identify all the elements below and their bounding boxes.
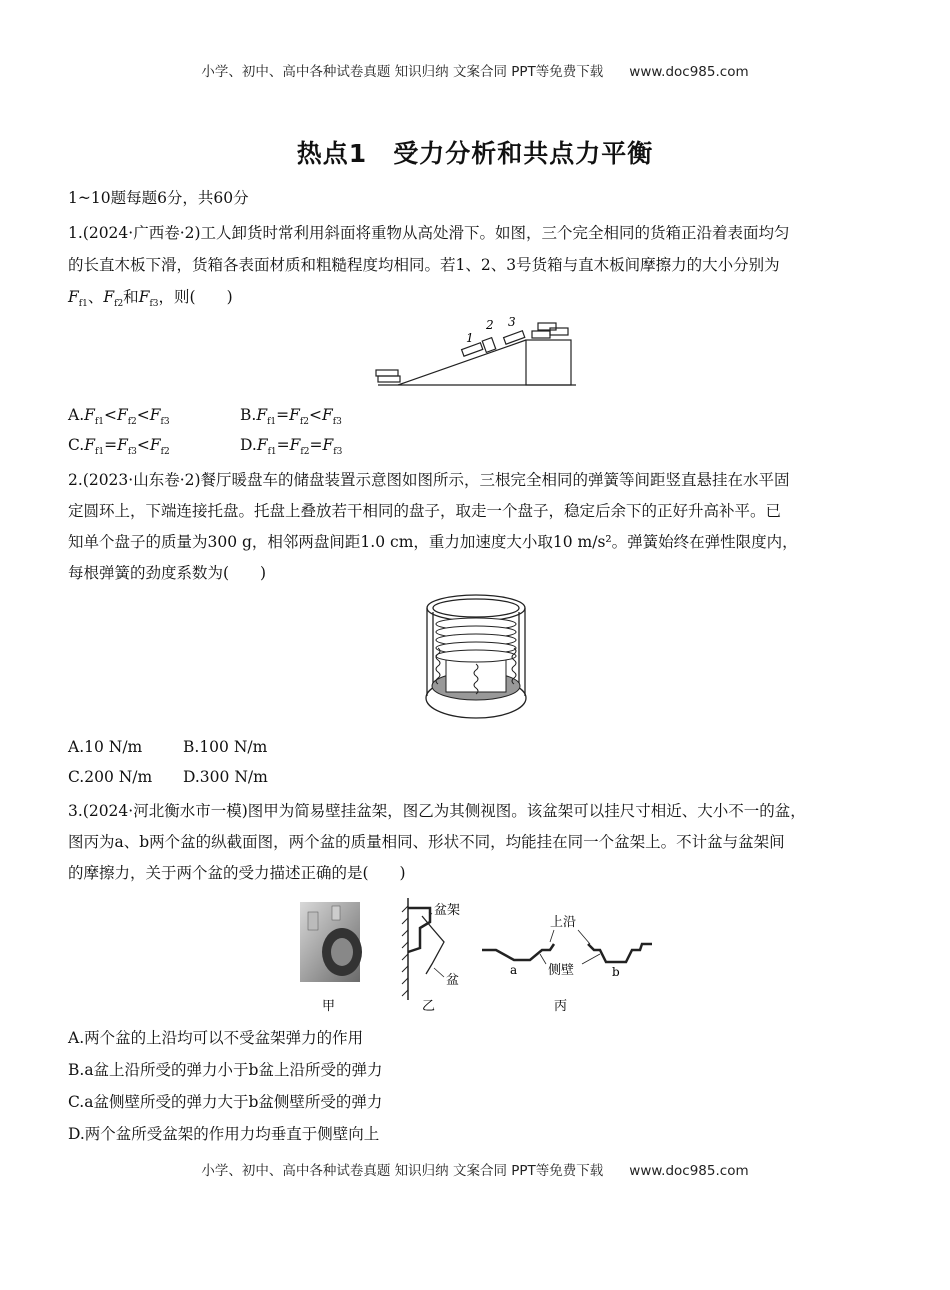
- label-b: b: [612, 965, 620, 979]
- label-yi: 乙: [422, 999, 436, 1014]
- q3-line-3: 的摩擦力，关于两个盆的受力描述正确的是( ): [68, 864, 406, 882]
- q2-option-d[interactable]: D.300 N/m: [183, 768, 268, 786]
- q3-line-2: 图丙为a、b两个盆的纵截面图，两个盆的质量相同、形状不同，均能挂在同一个盆架上。不计盆与盆架间: [68, 833, 785, 851]
- header-site-link[interactable]: www.doc985.com: [629, 64, 749, 80]
- q1-figure-incline: [370, 312, 580, 392]
- q3-line-1: 3.(2024·河北衡水市一模)图甲为简易壁挂盆架，图乙为其侧视图。该盆架可以挂尺寸相近、大小不一的盆，: [68, 802, 806, 820]
- label-jia: 甲: [322, 999, 336, 1014]
- label-rack: 盆架: [434, 903, 461, 918]
- q3-option-c[interactable]: C.a盆侧壁所受的弹力大于b盆侧壁所受的弹力: [68, 1093, 383, 1111]
- box-label-3: 3: [508, 315, 516, 329]
- q2-line-4: 每根弹簧的劲度系数为( ): [68, 564, 267, 582]
- q3-option-b[interactable]: B.a盆上沿所受的弹力小于b盆上沿所受的弹力: [68, 1061, 383, 1079]
- q2-line-1: 2.(2023·山东卷·2)餐厅暖盘车的储盘装置示意图如图所示，三根完全相同的弹簧等间距竖直悬挂在水平固: [68, 471, 790, 489]
- label-rim: 上沿: [550, 915, 577, 930]
- box-label-1: 1: [466, 331, 474, 345]
- box-label-2: 2: [486, 318, 494, 332]
- q1-line-1: 1.(2024·广西卷·2)工人卸货时常利用斜面将重物从高处滑下。如图，三个完全相同的货箱正沿着表面均匀: [68, 224, 790, 242]
- footer-site-link[interactable]: www.doc985.com: [629, 1163, 749, 1179]
- label-bing: 丙: [554, 999, 568, 1014]
- page-header: [0, 60, 950, 80]
- header-text: 小学、初中、高中各种试卷真题 知识归纳 文案合同 PPT等免费下载: [201, 64, 604, 80]
- q1-option-d[interactable]: $D.F_{f1}=F_{f2}=F_{f3}$: [240, 436, 343, 458]
- page-title: 热点1 受力分析和共点力平衡: [296, 139, 654, 168]
- q1-line-2: 的长直木板下滑，货箱各表面材质和粗糙程度均相同。若1、2、3号货箱与直木板间摩擦力的大小分别为: [68, 256, 780, 274]
- q3-option-a[interactable]: A.两个盆的上沿均可以不受盆架弹力的作用: [68, 1029, 364, 1047]
- q2-figure-plate-warmer: [420, 588, 532, 728]
- q1-option-a[interactable]: $A.F_{f1}<F_{f2}<F_{f3}$: [68, 406, 170, 428]
- label-basin: 盆: [446, 973, 460, 988]
- footer-text: 小学、初中、高中各种试卷真题 知识归纳 文案合同 PPT等免费下载: [201, 1163, 604, 1179]
- q2-option-b[interactable]: B.100 N/m: [183, 738, 268, 756]
- label-wall: 侧壁: [548, 963, 575, 978]
- q1-option-c[interactable]: $C.F_{f1}=F_{f3}<F_{f2}$: [68, 436, 170, 458]
- q3-option-d[interactable]: D.两个盆所受盆架的作用力均垂直于侧壁向上: [68, 1125, 380, 1143]
- q2-line-2: 定圆环上，下端连接托盘。托盘上叠放若干相同的盘子，取走一个盘子，稳定后余下的正好升高补平。已: [68, 502, 782, 520]
- label-a: a: [510, 963, 518, 977]
- q2-option-c[interactable]: C.200 N/m: [68, 768, 153, 786]
- q1-option-b[interactable]: $B.F_{f1}=F_{f2}<F_{f3}$: [240, 406, 342, 428]
- q2-option-a[interactable]: A.10 N/m: [68, 738, 143, 756]
- q2-line-3: 知单个盘子的质量为300 g，相邻两盘间距1.0 cm，重力加速度大小取10 m/s²。弹簧始终在弹性限度内，: [68, 533, 798, 551]
- score-intro: 1~10题每题6分，共60分: [68, 189, 249, 207]
- q1-line-3: $F_{f1}$、$F_{f2}$和$F_{f3}$，则( ): [68, 288, 233, 310]
- q3-figure-basin-rack: [296, 892, 661, 1018]
- page-footer: [0, 1159, 950, 1179]
